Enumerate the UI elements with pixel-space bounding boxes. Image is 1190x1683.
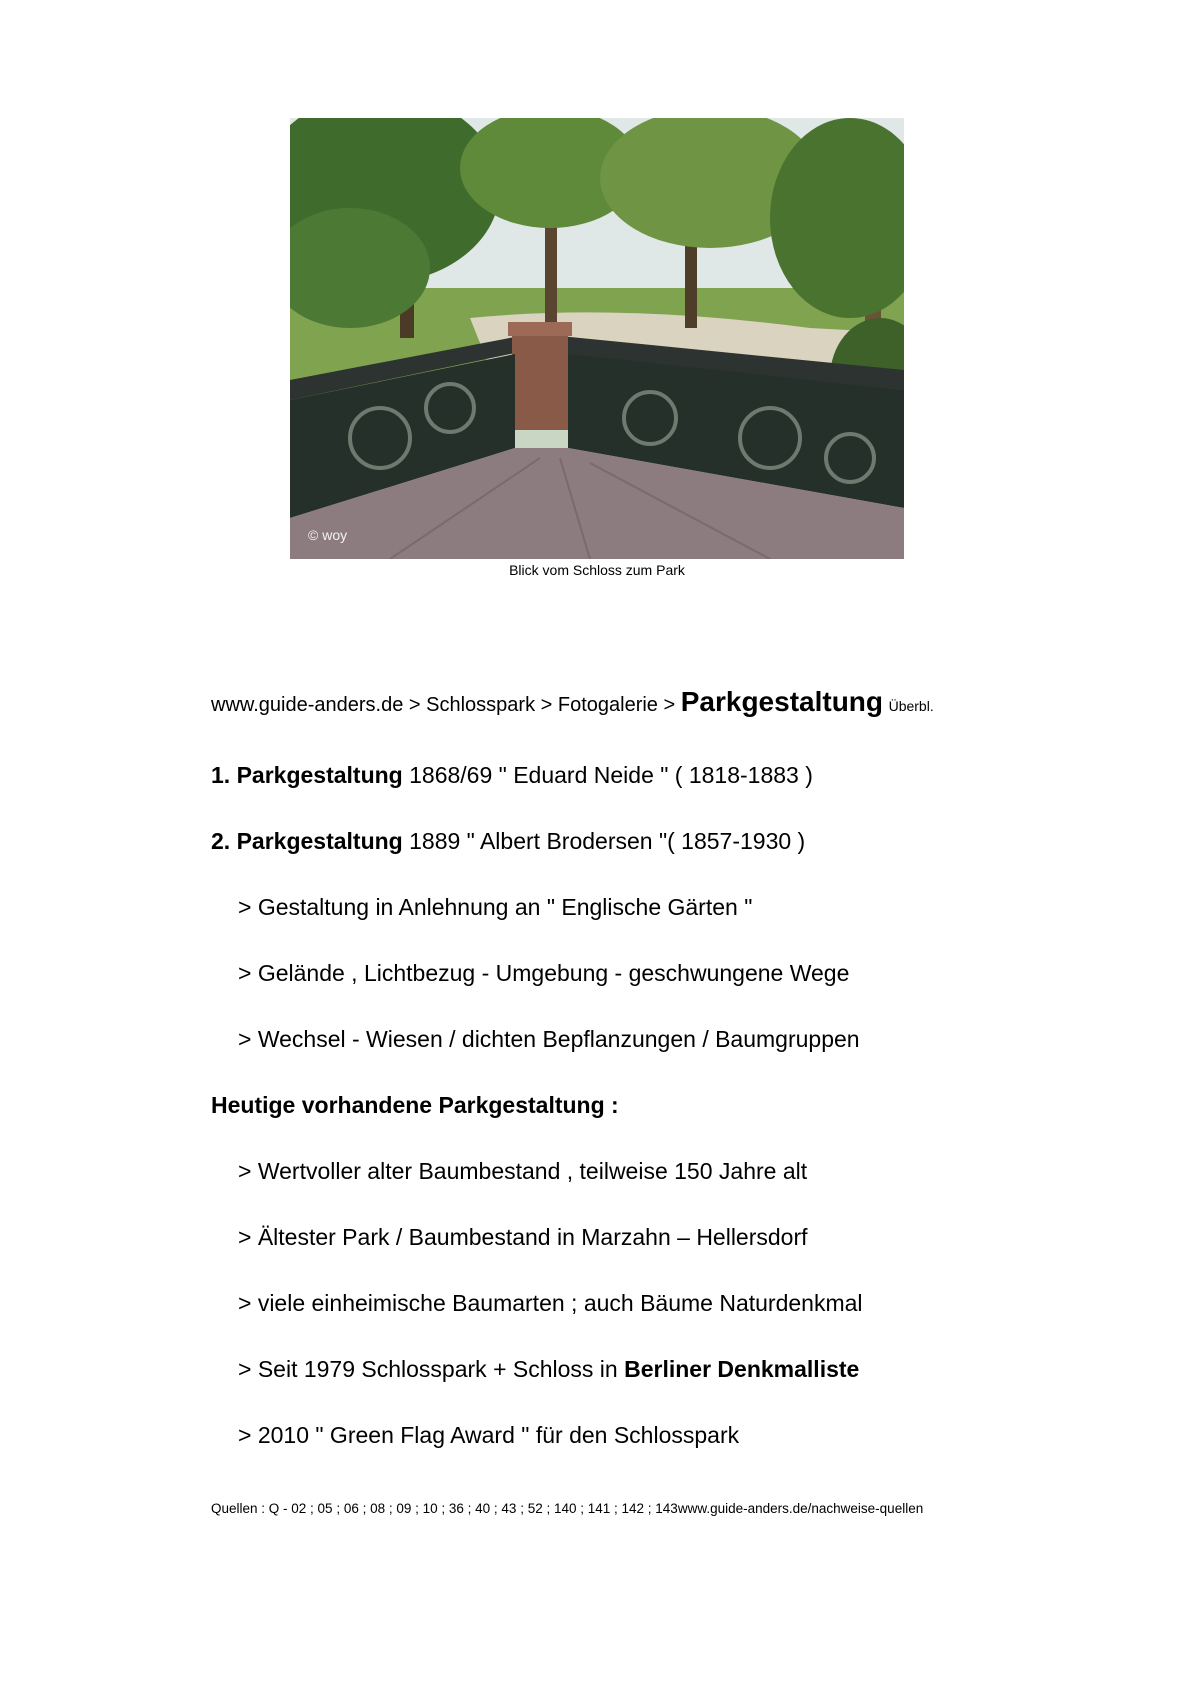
- design-point: > Gelände , Lichtbezug - Umgebung - geschwungene Wege: [238, 960, 850, 986]
- history-item-text: 1868/69 " Eduard Neide " ( 1818-1883 ): [402, 762, 813, 788]
- denkmal-point: [238, 1356, 859, 1383]
- history-item: [211, 762, 813, 789]
- breadcrumb-schlosspark[interactable]: Schlosspark: [426, 694, 536, 716]
- history-item-title: 2. Parkgestaltung: [211, 828, 403, 854]
- design-point: > Gestaltung in Anlehnung an " Englische Gärten ": [238, 894, 753, 920]
- history-item: [211, 828, 805, 855]
- today-point: > viele einheimische Baumarten ; auch Bäume Naturdenkmal: [238, 1290, 863, 1316]
- history-item-title: 1. Parkgestaltung: [211, 762, 403, 788]
- breadcrumb-separator: >: [535, 694, 558, 716]
- breadcrumb-current: Parkgestaltung: [680, 686, 884, 717]
- design-point: > Wechsel - Wiesen / dichten Bepflanzungen / Baumgruppen: [238, 1026, 860, 1052]
- denkmal-bold: Berliner Denkmalliste: [624, 1356, 860, 1382]
- award-point: > 2010 " Green Flag Award " für den Schlosspark: [238, 1422, 740, 1448]
- breadcrumb: [211, 686, 934, 718]
- denkmal-prefix: > Seit 1979 Schlosspark + Schloss in: [238, 1356, 625, 1382]
- photo-caption: Blick vom Schloss zum Park: [509, 562, 685, 578]
- breadcrumb-overview-link[interactable]: Überbl.: [888, 698, 934, 714]
- today-point: > Wertvoller alter Baumbestand , teilweise 150 Jahre alt: [238, 1158, 808, 1184]
- today-heading: Heutige vorhandene Parkgestaltung :: [211, 1092, 619, 1118]
- breadcrumb-site[interactable]: www.guide-anders.de: [211, 694, 404, 716]
- breadcrumb-separator: >: [657, 694, 681, 716]
- park-photo: [290, 118, 904, 559]
- breadcrumb-fotogalerie[interactable]: Fotogalerie: [557, 694, 658, 716]
- breadcrumb-separator: >: [403, 694, 427, 716]
- photo-copyright: © woy: [308, 527, 348, 543]
- sources-footer: Quellen : Q - 02 ; 05 ; 06 ; 08 ; 09 ; 10 ; 36 ; 40 ; 43 ; 52 ; 140 ; 141 ; 142 ; 143www.guide-anders.de/nachweise-quellen: [211, 1501, 924, 1516]
- history-item-text: 1889 " Albert Brodersen "( 1857-1930 ): [402, 828, 806, 854]
- today-point: > Ältester Park / Baumbestand in Marzahn – Hellersdorf: [238, 1224, 808, 1250]
- park-photo-illustration: [290, 118, 904, 559]
